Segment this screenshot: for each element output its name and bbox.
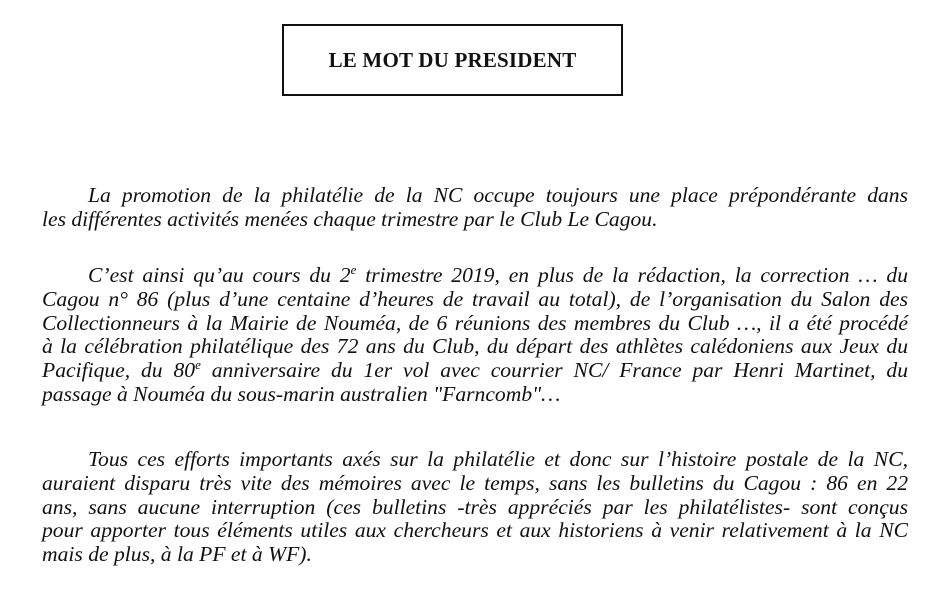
title-box	[282, 24, 623, 96]
paragraph-line: mais de plus, à la PF et à WF).	[42, 542, 312, 567]
text-run: Pacifique, du 80	[42, 358, 196, 383]
page-title: LE MOT DU PRESIDENT	[328, 47, 577, 72]
superscript: e	[350, 262, 357, 277]
paragraph-line: passage à Nouméa du sous-marin australien "Farncomb"…	[42, 381, 561, 406]
paragraph-line: Tous ces efforts importants axés sur la philatélie et donc sur l’histoire postale de la NC,	[88, 447, 908, 471]
paragraph-line: pour apporter tous éléments utiles aux chercheurs et aux historiens à venir relativement à la NC	[42, 518, 908, 543]
paragraph-line: Cagou n° 86 (plus d’une centaine d’heures de travail au total), de l’organisation du Salon des	[42, 286, 908, 311]
paragraph-line: auraient disparu très vite des mémoires avec le temps, sans les bulletins du Cagou : 86 en 22	[42, 470, 908, 495]
paragraph-line: La promotion de la philatélie de la NC occupe toujours une place prépondérante dans	[88, 183, 908, 207]
paragraph-line: Collectionneurs à la Mairie de Nouméa, de 6 réunions des membres du Club …, il a été procédé	[42, 310, 908, 335]
superscript: e	[195, 357, 201, 373]
paragraph-line	[42, 359, 908, 383]
paragraph-line: ans, sans aucune interruption (ces bulletins -très appréciés par les philatélistes- sont conçus	[42, 494, 908, 519]
text-run: trimestre 2019, en plus de la rédaction, la correction … du	[356, 263, 908, 287]
text-run: anniversaire du 1er vol avec courrier NC/ France par Henri Martinet, du	[200, 358, 908, 383]
paragraph-line	[42, 264, 908, 288]
paragraph-2	[42, 264, 908, 407]
paragraph-line: les différentes activités menées chaque trimestre par le Club Le Cagou.	[42, 206, 658, 231]
text-run: C’est ainsi qu’au cours du 2	[88, 263, 351, 287]
paragraph-1	[42, 184, 908, 232]
paragraph-3	[42, 448, 908, 567]
paragraph-line: à la célébration philatélique des 72 ans du Club, du départ des athlètes calédoniens aux Jeux du	[42, 334, 908, 359]
